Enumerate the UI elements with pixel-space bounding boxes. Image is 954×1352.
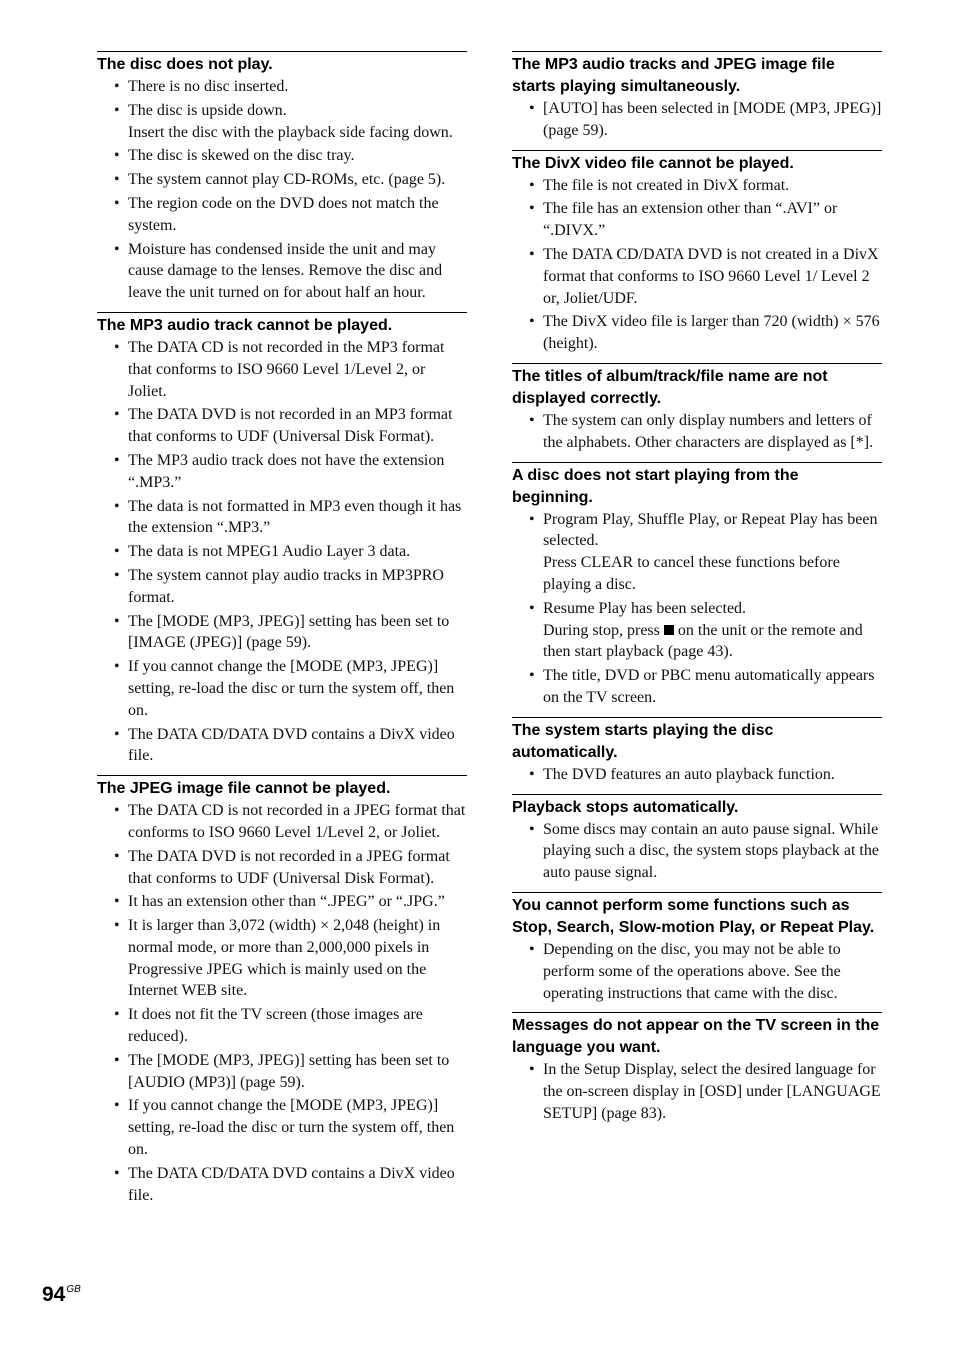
bullet-list [97,76,467,304]
list-item: • The disc is upside down. Insert the disc with the playback side facing down. [128,100,467,144]
section-jpeg-cannot-play [97,775,467,1206]
section-mp3-jpeg-simultaneous [512,51,882,142]
list-item: • The system can only display numbers and letters of the alphabets. Other characters are displayed as [*]. [543,410,882,454]
page-number: $94^{GB}$ [42,1283,81,1306]
section-mp3-cannot-play [97,312,467,767]
section-titles-not-displayed [512,363,882,454]
list-item: • The DATA CD/DATA DVD is not created in a DivX format that conforms to ISO 9660 Level 1/ Level 2 or, Joliet/UDF. [543,244,882,309]
list-item: • The [MODE (MP3, JPEG)] setting has been set to [AUDIO (MP3)] (page 59). [128,1050,467,1094]
list-item: • The disc is skewed on the disc tray. [128,145,467,167]
section-stops-automatically [512,794,882,884]
section-cannot-perform-functions [512,892,882,1004]
bullet-list [512,1059,882,1124]
list-item: • The data is not MPEG1 Audio Layer 3 data. [128,541,467,563]
section-starts-automatically [512,717,882,786]
bullet-list [512,175,882,355]
section-divx-cannot-play [512,150,882,355]
list-item: • The DATA CD/DATA DVD contains a DivX video file. [128,724,467,768]
list-item: • The file has an extension other than “.AVI” or “.DIVX.” [543,198,882,242]
list-item: • The DivX video file is larger than 720 (width) × 576 (height). [543,311,882,355]
section-heading: A disc does not start playing from the beginning. [512,466,799,506]
list-item: • The DATA DVD is not recorded in a JPEG format that conforms to UDF (Universal Disk Format). [128,846,467,890]
bullet-list [512,410,882,454]
list-item: • The DATA DVD is not recorded in an MP3 format that conforms to UDF (Universal Disk Format). [128,404,467,448]
list-item: • The title, DVD or PBC menu automatically appears on the TV screen. [543,665,882,709]
bullet-list [512,819,882,884]
region-suffix: GB [66,1284,81,1295]
bullet-list [512,939,882,1004]
list-item: • The DVD features an auto playback function. [543,764,882,786]
section-heading: You cannot perform some functions such as Stop, Search, Slow-motion Play, or Repeat Play. [512,896,875,936]
stop-icon [664,625,674,635]
list-item: • There is no disc inserted. [128,76,467,98]
section-heading: The MP3 audio tracks and JPEG image file starts playing simultaneously. [512,56,835,95]
list-item: • Depending on the disc, you may not be able to perform some of the operations above. See the operating instructions that came with the disc. [543,939,882,1004]
section-heading: The JPEG image file cannot be played. [97,780,391,798]
list-item: • [AUTO] has been selected in [MODE (MP3, JPEG)] (page 59). [543,98,882,142]
list-item: • The DATA CD is not recorded in a JPEG format that conforms to ISO 9660 Level 1/Level 2, or Joliet. [128,800,467,844]
section-heading: The titles of album/track/file name are not displayed correctly. [512,367,828,407]
item-note: During stop, press on the unit or the remote and then start playback (page 43). [543,621,863,661]
section-heading: Messages do not appear on the TV screen in the language you want. [512,1017,880,1057]
list-item: • Program Play, Shuffle Play, or Repeat Play has been selected. Press CLEAR to cancel these functions before playing a disc. [543,509,882,596]
list-item: • If you cannot change the [MODE (MP3, JPEG)] setting, re-load the disc or turn the system off, then on. [128,656,467,721]
left-column [97,51,467,1214]
list-item: • The file is not created in DivX format. [543,175,882,197]
section-heading: The system starts playing the disc automatically. [512,721,774,761]
item-note: Insert the disc with the playback side facing down. [128,123,453,141]
list-item: • The DATA CD/DATA DVD contains a DivX video file. [128,1163,467,1207]
list-item: • The DATA CD is not recorded in the MP3 format that conforms to ISO 9660 Level 1/Level 2, or Joliet. [128,337,467,402]
bullet-list [97,337,467,767]
list-item: • The region code on the DVD does not match the system. [128,193,467,237]
list-item: • Some discs may contain an auto pause signal. While playing such a disc, the system stops playback at the auto pause signal. [543,819,882,884]
section-heading: The disc does not play. [97,56,273,73]
bullet-list [512,764,882,786]
item-note: Press CLEAR to cancel these functions before playing a disc. [543,554,840,593]
list-item: • It does not fit the TV screen (those images are reduced). [128,1004,467,1048]
list-item: • If you cannot change the [MODE (MP3, JPEG)] setting, re-load the disc or turn the system off, then on. [128,1095,467,1160]
list-item: • The MP3 audio track does not have the extension “.MP3.” [128,450,467,494]
right-column [512,51,882,1133]
list-item: • It has an extension other than “.JPEG” or “.JPG.” [128,891,467,913]
section-disc-does-not-play [97,51,467,304]
bullet-list [512,98,882,142]
list-item: • The system cannot play CD-ROMs, etc. (page 5). [128,169,467,191]
list-item: • The data is not formatted in MP3 even though it has the extension “.MP3.” [128,496,467,540]
section-heading: The DivX video file cannot be played. [512,154,794,172]
list-item: • The [MODE (MP3, JPEG)] setting has been set to [IMAGE (JPEG)] (page 59). [128,611,467,655]
section-heading: The MP3 audio track cannot be played. [97,316,393,334]
list-item: • Resume Play has been selected. During stop, press on the unit or the remote and then start playback (page 43). [543,598,882,663]
list-item: • It is larger than 3,072 (width) × 2,048 (height) in normal mode, or more than 2,000,000 pixels in Progressive JPEG which is mainly used on the Internet WEB site. [128,915,467,1002]
list-item: • Moisture has condensed inside the unit and may cause damage to the lenses. Remove the disc and leave the unit turned on for about half an hour. [128,239,467,304]
bullet-list [97,800,467,1206]
section-heading: Playback stops automatically. [512,798,739,816]
section-not-from-beginning [512,462,882,709]
section-messages-language [512,1012,882,1124]
list-item: • The system cannot play audio tracks in MP3PRO format. [128,565,467,609]
bullet-list [512,509,882,709]
list-item: • In the Setup Display, select the desired language for the on-screen display in [OSD] under [LANGUAGE SETUP] (page 83). [543,1059,882,1124]
